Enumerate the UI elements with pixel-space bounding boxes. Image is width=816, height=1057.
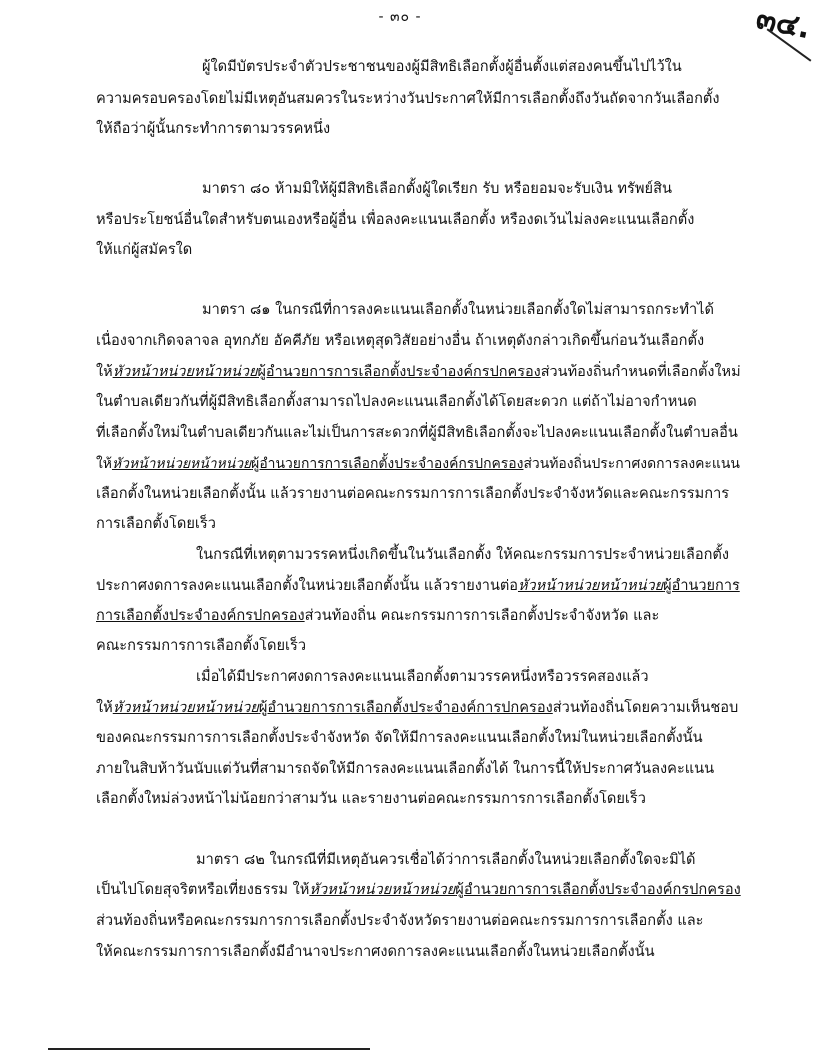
section-81-p2-line: ในกรณีที่เหตุตามวรรคหนึ่งเกิดขึ้นในวันเลือกตั้ง ให้คณะกรรมการประจำหน่วยเลือกตั้ง: [196, 546, 730, 563]
text-run: ประกาศงดการลงคะแนนเลือกตั้งในหน่วยเลือกตั้งนั้น แล้วรายงานต่อ: [96, 578, 518, 594]
footer-rule: [48, 1048, 370, 1050]
section-81-p2-line: [96, 576, 740, 596]
text-run: ให้: [96, 699, 113, 716]
text-run: ให้: [96, 364, 113, 380]
handwritten-insertion: หัวหน้าหน่วยหน้าหน่วย: [112, 699, 259, 716]
handwritten-insertion: หัวหน้าหน่วยหน้าหน่วย: [111, 456, 252, 472]
text-run: ส่วนท้องถิ่น คณะกรรมการการเลือกตั้งประจำจังหวัด และ: [304, 607, 660, 624]
section-80-line: มาตรา ๘๐ ห้ามมิให้ผู้มีสิทธิเลือกตั้งผู้ใดเรียก รับ หรือยอมจะรับเงิน ทรัพย์สิน: [202, 180, 672, 197]
paragraph-line: ความครอบครองโดยไม่มีเหตุอันสมควรในระหว่างวันประกาศให้มีการเลือกตั้งถึงวันถัดจากวันเลือกตั้ง: [96, 90, 720, 107]
section-81-line: เลือกตั้งในหน่วยเลือกตั้งนั้น แล้วรายงานต่อคณะกรรมการการเลือกตั้งประจำจังหวัดและคณะกรรมการ: [96, 485, 730, 502]
text-run: ส่วนท้องถิ่นโดยความเห็นชอบ: [552, 699, 739, 716]
section-81-p3-line: เมื่อได้มีประกาศงดการลงคะแนนเลือกตั้งตามวรรคหนึ่งหรือวรรคสองแล้ว: [196, 668, 649, 685]
text-run: ให้: [96, 456, 112, 472]
underlined-text: ผู้อำนวยการ: [663, 578, 740, 594]
section-81-p2-line: คณะกรรมการการเลือกตั้งโดยเร็ว: [96, 637, 307, 654]
underlined-text: ผู้อำนวยการการเลือกตั้งประจำองค์การปกครอง: [258, 699, 553, 716]
underlined-text: การเลือกตั้งประจำองค์กรปกครอง: [96, 607, 305, 624]
underlined-text: ผู้อำนวยการการเลือกตั้งประจำองค์กรปกครอง: [251, 456, 524, 472]
section-81-line: ที่เลือกตั้งใหม่ในตำบลเดียวกันและไม่เป็นการสะดวกที่ผู้มีสิทธิเลือกตั้งจะไปลงคะแนนเลือกตั้งในตำบลอื่น: [96, 424, 738, 441]
section-82-line: ส่วนท้องถิ่นหรือคณะกรรมการการเลือกตั้งประจำจังหวัดรายงานต่อคณะกรรมการการเลือกตั้ง และ: [96, 912, 704, 929]
section-80-line: ให้แก่ผู้สมัครใด: [96, 241, 193, 258]
text-run: เป็นไปโดยสุจริตหรือเที่ยงธรรม ให้: [96, 881, 310, 898]
paragraph-line: ผู้ใดมีบัตรประจำตัวประชาชนของผู้มีสิทธิเลือกตั้งผู้อื่นตั้งแต่สองคนขึ้นไปไว้ใน: [202, 58, 682, 75]
handwritten-corner-mark: ๓๔.: [752, 0, 814, 47]
text-run: ส่วนท้องถิ่นประกาศงดการลงคะแนน: [523, 456, 740, 472]
handwritten-insertion: หัวหน้าหน่วยหน้าหน่วย: [309, 881, 456, 898]
section-81-line: การเลือกตั้งโดยเร็ว: [96, 515, 216, 532]
handwritten-insertion: หัวหน้าหน่วยหน้าหน่วย: [517, 578, 664, 594]
section-81-line: ในตำบลเดียวกันที่ผู้มีสิทธิเลือกตั้งสามารถไปลงคะแนนเลือกตั้งได้โดยสะดวก แต่ถ้าไม่อาจกำหนด: [96, 393, 697, 410]
section-81-line: [96, 362, 741, 382]
underlined-text: ผู้อำนวยการการเลือกตั้งประจำองค์กรปกครอง: [257, 364, 541, 380]
underlined-text: ผู้อำนวยการการเลือกตั้งประจำองค์กรปกครอง: [455, 881, 741, 898]
page-number: - ๓๐ -: [378, 9, 422, 25]
section-82-line: มาตรา ๘๒ ในกรณีที่มีเหตุอันควรเชื่อได้ว่าการเลือกตั้งในหน่วยเลือกตั้งใดจะมิได้: [196, 851, 696, 868]
handwritten-insertion: หัวหน้าหน่วยหน้าหน่วย: [112, 364, 258, 380]
section-81-p3-line: เลือกตั้งใหม่ล่วงหน้าไม่น้อยกว่าสามวัน และรายงานต่อคณะกรรมการการเลือกตั้งโดยเร็ว: [96, 790, 646, 807]
text-run: ส่วนท้องถิ่นกำหนดที่เลือกตั้งใหม่: [540, 364, 741, 380]
section-81-p2-line: [96, 606, 659, 626]
section-81-line: เนื่องจากเกิดจลาจล อุทกภัย อัคคีภัย หรือเหตุสุดวิสัยอย่างอื่น ถ้าเหตุดังกล่าวเกิดขึ้นก่อนวันเลือกตั้ง: [96, 332, 705, 349]
section-82-line: ให้คณะกรรมการการเลือกตั้งมีอำนาจประกาศงดการลงคะแนนเลือกตั้งในหน่วยเลือกตั้งนั้น: [96, 943, 655, 960]
paragraph-line: ให้ถือว่าผู้นั้นกระทำการตามวรรคหนึ่ง: [96, 120, 331, 137]
section-81-line: มาตรา ๘๑ ในกรณีที่การลงคะแนนเลือกตั้งในหน่วยเลือกตั้งใดไม่สามารถกระทำได้: [202, 301, 714, 318]
section-81-p3-line: ภายในสิบห้าวันนับแต่วันที่สามารถจัดให้มีการลงคะแนนเลือกตั้งได้ ในการนี้ให้ประกาศวันลงคะแนน: [96, 760, 715, 777]
section-81-p3-line: [96, 698, 738, 718]
section-82-line: [96, 880, 741, 900]
section-80-line: หรือประโยชน์อื่นใดสำหรับตนเองหรือผู้อื่น เพื่อลงคะแนนเลือกตั้ง หรืองดเว้นไม่ลงคะแนนเลือกตั้ง: [96, 211, 695, 228]
section-81-p3-line: ของคณะกรรมการการเลือกตั้งประจำจังหวัด จัดให้มีการลงคะแนนเลือกตั้งใหม่ในหน่วยเลือกตั้งนั้น: [96, 729, 703, 746]
section-81-line: [96, 454, 740, 474]
